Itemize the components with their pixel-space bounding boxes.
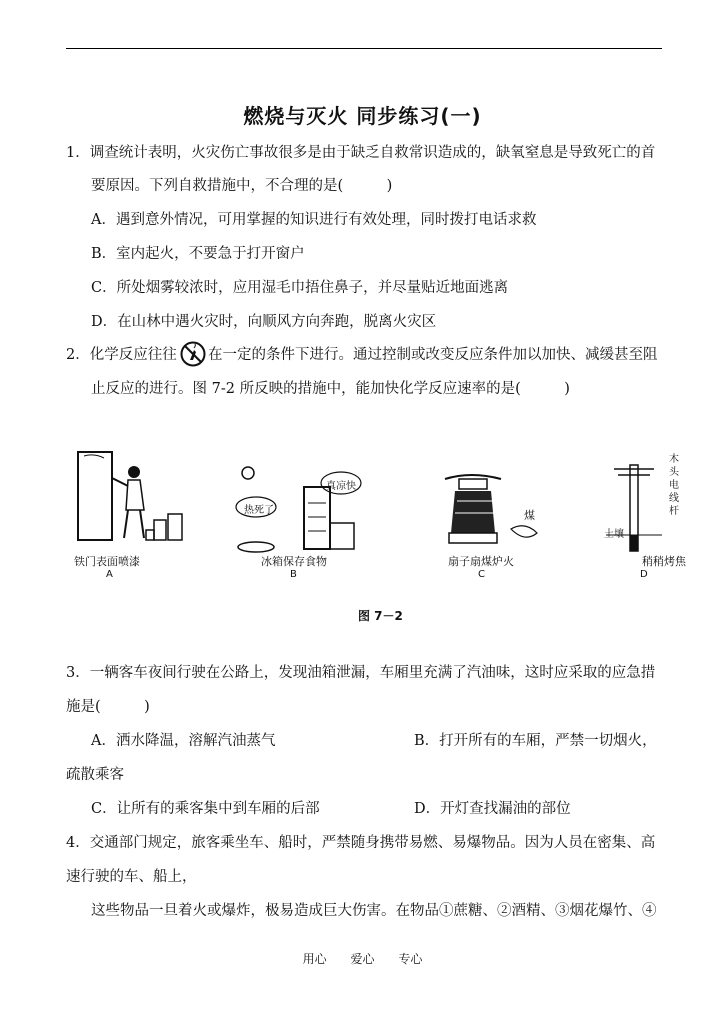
panel-a-letter: A [106,569,113,580]
q2-line1b: 在一定的条件下进行。通过控制或改变反应条件加以加快、减缓甚至阻 [208,347,658,363]
panel-d-pole-label: 木头电线杆 [669,454,679,517]
q3-option-d: D．开灯查找漏油的部位 [414,801,571,817]
page-footer [0,950,725,967]
panel-a-label: 铁门表面喷漆 [74,555,140,568]
q1-option-b: B．室内起火，不要急于打开窗户 [91,246,305,262]
q1-option-d: D．在山林中遇火灾时，向顺风方向奔跑，脱离火灾区 [91,314,437,330]
q1-option-c: C．所处烟雾较浓时，应用湿毛巾捂住鼻子，并尽量贴近地面逃离 [91,280,509,296]
q2-line1a: 2．化学反应往往 [66,347,177,363]
panel-c-coal-tag: 煤 [524,509,535,522]
figure-7-2 [66,445,686,625]
panel-b-bubble-cool: 真凉快 [326,481,356,492]
q3-option-b: B．打开所有的车厢，严禁一切烟火， [414,733,657,749]
q4-line2: 速行驶的车、船上， [66,869,197,885]
header-rule [66,48,662,49]
footer-item-2: 爱心 [350,952,375,966]
q3-option-b-cont: 疏散乘客 [66,767,124,783]
footer-item-1: 用心 [302,952,327,966]
panel-b-bubble-hot: 热死了 [244,505,274,516]
q3-line2: 施是( ) [66,699,150,715]
q3-line1: 3．一辆客车夜间行驶在公路上，发现油箱泄漏，车厢里充满了汽油味，这时应采取的应急措 [66,665,656,681]
q4-line1: 4．交通部门规定，旅客乘坐车、船时，严禁随身携带易燃、易爆物品。因为人员在密集、高 [66,835,656,851]
footer-item-3: 专心 [398,952,423,966]
q1-line1: 1．调查统计表明，火灾伤亡事故很多是由于缺乏自救常识造成的，缺氧窒息是导致死亡的首 [66,145,656,161]
panel-a-illustration [74,450,194,545]
q3-option-a: A．洒水降温，溶解汽油蒸气 [91,733,276,749]
q3-option-c: C．让所有的乘客集中到车厢的后部 [91,801,320,817]
q1-option-a: A．遇到意外情况，可用掌握的知识进行有效处理，同时拨打电话求救 [91,212,537,228]
panel-b-label: 冰箱保存食物 [261,555,327,568]
panel-b-letter: B [290,569,297,580]
q4-line3: 这些物品一旦着火或爆炸，极易造成巨大伤害。在物品①蔗糖、②酒精、③烟花爆竹、④ [91,903,657,919]
panel-c-label: 扇子扇煤炉火 [448,555,514,568]
panel-c-letter: C [478,569,485,580]
panel-d-label: 稍稍烤焦 [642,555,686,568]
panel-d-soil-label: 土壤 [604,529,624,540]
figure-caption: 图 7－2 [358,609,403,623]
page-title: 燃烧与灭火 同步练习(一) [243,104,482,128]
no-fire-icon [180,341,206,367]
panel-d-illustration [606,463,666,555]
q1-line2: 要原因。下列自救措施中，不合理的是( ) [91,178,393,194]
panel-d-letter: D [640,569,648,580]
q2-line2: 止反应的进行。图 7-2 所反映的措施中，能加快化学反应速率的是( ) [91,381,570,397]
